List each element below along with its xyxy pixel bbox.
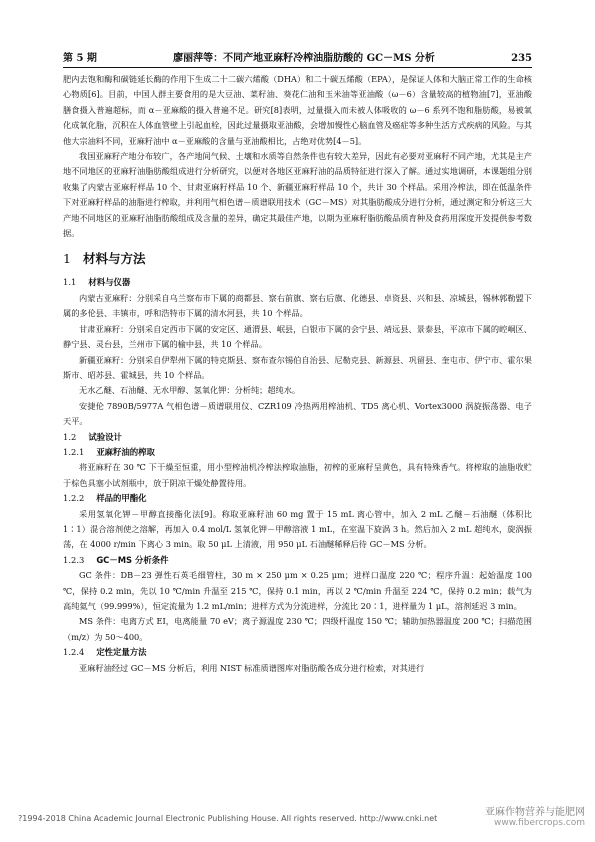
subsection-heading-1-2-2 <box>63 491 532 506</box>
subsection-title: 亚麻籽油的榨取 <box>96 446 155 457</box>
subsection-heading-1-2-3 <box>63 553 532 568</box>
page-footer <box>18 807 585 828</box>
paragraph-oil-extraction: 将亚麻籽在 30 ℃ 下干燥至恒重，用小型榨油机冷榨法榨取油脂，初榨的亚麻籽呈黄色，具有特殊香气。将榨取的油脂收贮于棕色具塞小试剂瓶中，放于阴凉干燥处静置待用。 <box>63 462 532 488</box>
paragraph-qualitative-quantitative: 亚麻籽油经过 GC－MS 分析后，利用 NIST 标准质谱图库对脂肪酸各成分进行检索，对其进行 <box>79 662 425 673</box>
section-heading-1 <box>63 249 532 269</box>
paragraph-gc-conditions: GC 条件：DB－23 弹性石英毛细管柱，30 m × 250 μm × 0.25 μm；进样口温度 220 ℃；程序升温：起始温度 100 ℃，保持 0.2 min，先以 10 ℃/min 升温至 215 ℃，保持 0.1 min，再以 2 ℃/min 升温至 224 ℃，保持 0.2 min；载气为高纯氦气（99.999%），恒定流量为 1.2 mL/min；进样方式为分流进样，分流比 20∶1，进样量为 1 μL，溶剂延迟 3 min。 <box>63 570 532 611</box>
subsection-number: 1.2.3 <box>63 554 85 565</box>
article-body <box>63 72 532 676</box>
subsection-title: 试验设计 <box>88 431 122 442</box>
paragraph-inner-mongolia: 内蒙古亚麻籽：分别采自乌兰察布市下属的商都县、察右前旗、察右后旗、化德县、卓资县、兴和县、凉城县，锡林郭勒盟下属的多伦县、丰镇市，呼和浩特市下属的清水河县，共 10 个样品。 <box>63 292 532 319</box>
subsection-heading-1-2-1 <box>63 445 532 460</box>
running-header <box>63 44 532 68</box>
section-number: 1 <box>63 251 71 267</box>
subsection-title: 定性定量方法 <box>96 647 147 658</box>
subsection-title: 材料与仪器 <box>88 277 131 288</box>
watermark-text: 亚麻作物营养与能肥网 <box>485 807 585 818</box>
subsection-title: GC－MS 分析条件 <box>96 554 169 565</box>
copyright-line: ?1994-2018 China Academic Journal Electronic Publishing House. All rights reserved. http://www.cnki.net <box>18 813 438 823</box>
subsection-title: 样品的甲酯化 <box>96 493 147 504</box>
paragraph-xinjiang: 新疆亚麻籽：分别采自伊犁州下属的特克斯县、察布查尔锡伯自治县、尼勒克县、新源县、巩留县、奎屯市、伊宁市、霍尔果斯市、昭苏县、霍城县，共 10 个样品。 <box>63 354 532 380</box>
paragraph-gansu: 甘肃亚麻籽：分别采自定西市下属的安定区、通渭县、岷县，白银市下属的会宁县、靖远县、景泰县，平凉市下属的崆峒区、静宁县、灵台县，兰州市下属的榆中县，共 10 个样品。 <box>63 323 532 350</box>
subsection-number: 1.1 <box>63 277 77 288</box>
intro-paragraph-1: 肥内去饱和酶和碳链延长酶的作用下生成二十二碳六烯酸（DHA）和二十碳五烯酸（EPA），是保证人体和大脑正常工作的生命核心物质[6]。目前，中国人群主要食用的是大豆油、菜籽油、葵花仁油和玉米油等亚油酸（ω－6）含量较高的植物油[7]，亚油酸膳食摄入普遍超标，而 α－亚麻酸的摄入普遍不足。研究[8]表明，过量摄入而未被人体吸收的 ω－6 系列不饱和脂肪酸，易被氧化成氧化脂，沉积在人体血管壁上引起血栓，因此过量摄取亚油酸，会增加慢性心脑血管及癌症等多种生活方式疾病的风险。与其他大宗油料不同，亚麻籽油中 α－亚麻酸的含量与亚油酸相比，占绝对优势[4－5]。 <box>63 74 532 146</box>
page-number: 235 <box>511 53 532 64</box>
subsection-heading-1-2-4 <box>63 645 532 660</box>
paragraph-ms-conditions: MS 条件：电离方式 EI，电离能量 70 eV；离子源温度 230 ℃；四级杆温度 150 ℃；辅助加热器温度 200 ℃；扫描范围（m/z）为 50～400。 <box>63 616 532 642</box>
intro-paragraph-2: 我国亚麻籽产地分布较广，各产地间气候、土壤和水质等自然条件也有较大差异，因此有必要对亚麻籽不同产地，尤其是主产地不同地区的亚麻籽油脂肪酸组成进行分析研究，以便对各地区亚麻籽油的品质特征进行深入了解。通过实地调研，本课题组分别收集了内蒙古亚麻籽样品 10 个、甘肃亚麻籽样品 10 个、新疆亚麻籽样品 10 个，共计 30 个样品。采用冷榨法，即在低温条件下对亚麻籽样品的油脂进行榨取，并利用气相色谱－质谱联用技术（GC－MS）对其脂肪酸成分进行分析，通过测定和分析这三大产地不同地区的亚麻籽油脂肪酸组成及含量的差异，确定其最佳产地，以期为亚麻籽脂肪酸品质育种及食药用深度开发提供参考数据。 <box>63 151 532 239</box>
subsection-number: 1.2 <box>63 431 77 442</box>
section-title: 材料与方法 <box>82 251 146 267</box>
paragraph-instruments: 安捷伦 7890B/5977A 气相色谱－质谱联用仪、CZR109 冷热两用榨油机、TD5 离心机、Vortex3000 涡旋振荡器、电子天平。 <box>63 400 532 427</box>
issue-label: 第 5 期 <box>63 53 97 64</box>
subsection-heading-1-1 <box>63 275 532 290</box>
paragraph-methylation: 采用氢氧化钾－甲醇直接酯化法[9]。称取亚麻籽油 60 mg 置于 15 mL 离心管中，加入 2 mL 乙醚－石油醚（体积比 1∶1）混合溶剂使之溶解，再加入 0.4 mol/L 氢氧化钾－甲醇溶液 1 mL，在室温下旋涡 3 h。然后加入 2 mL 超纯水，旋涡振荡，在 4000 r/min 下离心 3 min。取 50 μL 上清液，用 950 μL 石油醚稀释后待 GC－MS 分析。 <box>63 508 532 550</box>
subsection-heading-1-2 <box>63 430 532 445</box>
watermark <box>485 807 585 829</box>
subsection-number: 1.2.2 <box>63 493 85 504</box>
paragraph-reagents: 无水乙醚、石油醚、无水甲醇、氢氧化钾：分析纯；超纯水。 <box>79 385 301 396</box>
running-title: 廖丽萍等：不同产地亚麻籽冷榨油脂肪酸的 GC－MS 分析 <box>173 53 435 64</box>
watermark-url: www.fibercrops.com <box>494 818 585 828</box>
subsection-number: 1.2.1 <box>63 446 85 457</box>
subsection-number: 1.2.4 <box>63 647 85 658</box>
